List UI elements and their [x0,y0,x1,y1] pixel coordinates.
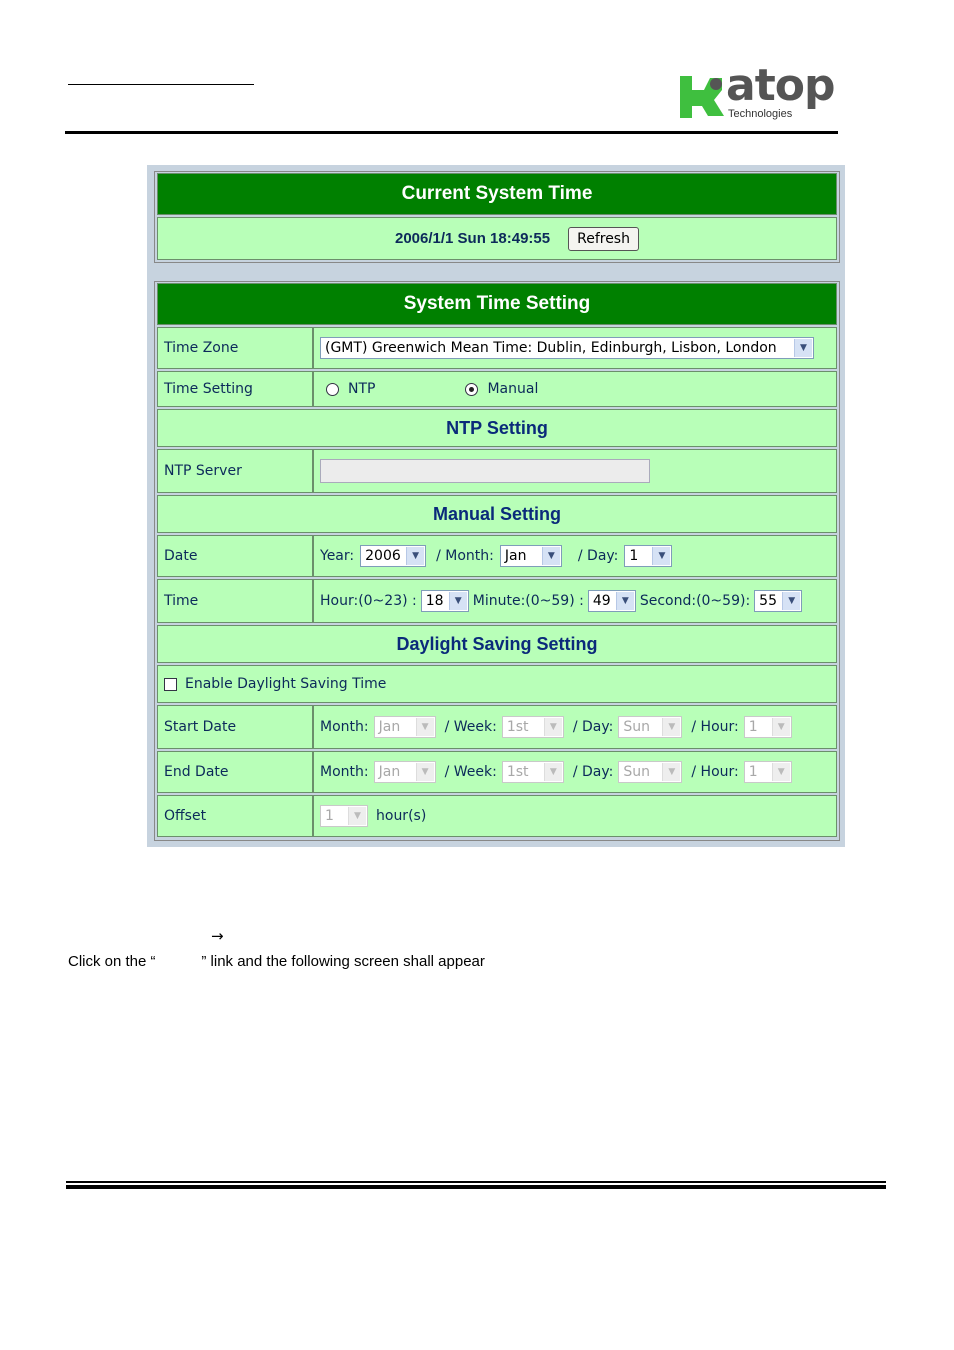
start-day-value: Sun [623,719,651,735]
time-cell [313,579,837,623]
refresh-button[interactable]: Refresh [568,227,639,251]
end-date-label: End Date [157,751,313,793]
chevron-down-icon: ▼ [772,763,790,781]
chevron-down-icon: ▼ [348,807,366,825]
chevron-down-icon: ▼ [416,763,434,781]
manual-setting-title: Manual Setting [157,495,837,533]
current-time-row [157,217,837,260]
end-week-label: / Week: [444,764,497,780]
end-hour-value: 1 [748,764,758,780]
start-week-label: / Week: [444,719,497,735]
year-select[interactable] [360,545,426,567]
dst-enable-row [157,665,837,703]
year-label: Year: [320,548,355,564]
chevron-down-icon: ▼ [662,718,680,736]
ntp-server-cell [313,449,837,493]
offset-cell [313,795,837,837]
offset-select[interactable] [320,805,368,827]
minute-label: Minute:(0~59) : [472,593,584,609]
month-select[interactable] [500,545,562,567]
manual-radio-label: Manual [487,381,539,397]
month-label: / Month: [436,548,494,564]
end-day-label: / Day: [572,764,614,780]
chevron-down-icon: ▼ [782,592,800,610]
manual-radio[interactable] [465,383,478,396]
end-date-cell [313,751,837,793]
start-hour-value: 1 [748,719,758,735]
hour-label: Hour:(0~23) : [320,593,417,609]
footer-rule-thin [66,1181,886,1183]
year-value: 2006 [365,548,401,564]
ntp-setting-title: NTP Setting [157,409,837,447]
start-hour-label: / Hour: [691,719,739,735]
end-month-value: Jan [378,764,401,780]
chevron-down-icon: ▼ [449,592,467,610]
end-day-select[interactable] [618,761,682,783]
logo-wordmark: atop [726,60,835,111]
day-label: / Day: [577,548,619,564]
date-cell [313,535,837,577]
hour-value: 18 [425,593,444,609]
daylight-saving-title: Daylight Saving Setting [157,625,837,663]
start-week-value: 1st [506,719,529,735]
end-hour-label: / Hour: [691,764,739,780]
minute-value: 49 [592,593,611,609]
logo-subtitle: Technologies [728,108,793,120]
offset-unit: hour(s) [376,808,427,824]
atop-logo-icon [678,70,728,124]
end-week-value: 1st [506,764,529,780]
chevron-down-icon: ▼ [662,763,680,781]
day-value: 1 [629,548,639,564]
start-month-select[interactable] [374,716,436,738]
time-label: Time [157,579,313,623]
timezone-value: (GMT) Greenwich Mean Time: Dublin, Edinburgh, Lisbon, London [325,340,777,356]
chevron-down-icon: ▼ [652,547,670,565]
header-rule [65,131,838,134]
atop-logo [676,60,846,126]
end-month-label: Month: [320,764,369,780]
footer-rule-thick [66,1185,886,1189]
ntp-server-label: NTP Server [157,449,313,493]
start-date-label: Start Date [157,705,313,749]
chevron-down-icon: ▼ [542,547,560,565]
chevron-down-icon: ▼ [772,718,790,736]
time-settings-panel [147,165,845,847]
start-month-label: Month: [320,719,369,735]
start-hour-select[interactable] [744,716,792,738]
time-setting-cell [313,371,837,407]
chevron-down-icon: ▼ [616,592,634,610]
time-setting-label: Time Setting [157,371,313,407]
day-select[interactable] [624,545,672,567]
second-label: Second:(0~59): [639,593,751,609]
minute-select[interactable] [588,590,636,612]
offset-value: 1 [325,808,334,824]
chevron-down-icon: ▼ [416,718,434,736]
start-week-select[interactable] [502,716,564,738]
dst-enable-label: Enable Daylight Saving Time [185,676,387,692]
start-month-value: Jan [378,719,401,735]
current-datetime: 2006/1/1 Sun 18:49:55 [395,230,551,247]
second-select[interactable] [754,590,802,612]
chevron-down-icon: ▼ [406,547,424,565]
header-short-rule [68,84,254,85]
timezone-select[interactable] [320,337,814,359]
dst-enable-checkbox[interactable] [164,678,177,691]
hour-select[interactable] [421,590,469,612]
date-label: Date [157,535,313,577]
ntp-radio-label: NTP [348,381,376,397]
offset-label: Offset [157,795,313,837]
timezone-label: Time Zone [157,327,313,369]
instruction-text: Click on the “ ” link and the following screen shall appear [68,953,485,970]
ntp-radio[interactable] [326,383,339,396]
second-value: 55 [759,593,777,609]
start-day-label: / Day: [572,719,614,735]
current-time-box [154,171,840,263]
month-value: Jan [504,548,527,564]
chevron-down-icon: ▼ [544,718,562,736]
start-day-select[interactable] [618,716,682,738]
current-time-title: Current System Time [157,173,837,215]
end-month-select[interactable] [374,761,436,783]
end-week-select[interactable] [502,761,564,783]
end-day-value: Sun [623,764,651,780]
timezone-cell [313,327,837,369]
ntp-server-input[interactable] [320,459,650,483]
start-date-cell [313,705,837,749]
arrow-right-icon: → [211,927,224,945]
system-time-setting-title: System Time Setting [157,283,837,325]
chevron-down-icon: ▼ [794,339,812,357]
chevron-down-icon: ▼ [544,763,562,781]
end-hour-select[interactable] [744,761,792,783]
system-time-setting-box [154,281,840,841]
